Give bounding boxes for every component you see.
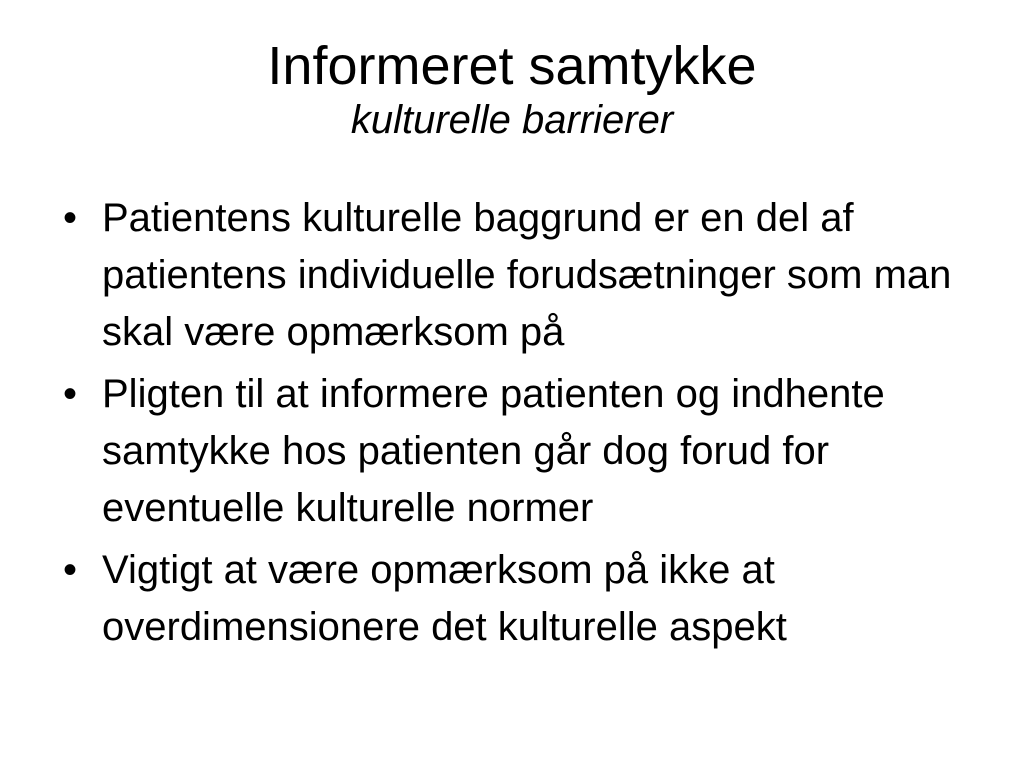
- bullet-dot-icon: •: [62, 372, 77, 416]
- bullet-item: [58, 190, 978, 361]
- slide-subtitle: kulturelle barrierer: [350, 98, 674, 142]
- bullet-item: [58, 542, 978, 656]
- bullet-text: Vigtigt at være opmærksom på ikke at overdimensionere det kulturelle aspekt: [102, 548, 787, 649]
- bullet-text: Pligten til at informere patienten og indhente samtykke hos patienten går dog forud for eventuelle kulturelle normer: [102, 372, 885, 530]
- bullet-item: [58, 366, 978, 537]
- title-block: [0, 36, 1024, 144]
- bullet-dot-icon: •: [62, 196, 77, 240]
- bullet-text: Patientens kulturelle baggrund er en del af patientens individuelle forudsætninger som man skal være opmærksom på: [102, 196, 952, 354]
- bullet-list: [58, 190, 978, 661]
- slide-title: Informeret samtykke: [267, 36, 757, 96]
- bullet-dot-icon: •: [62, 548, 77, 592]
